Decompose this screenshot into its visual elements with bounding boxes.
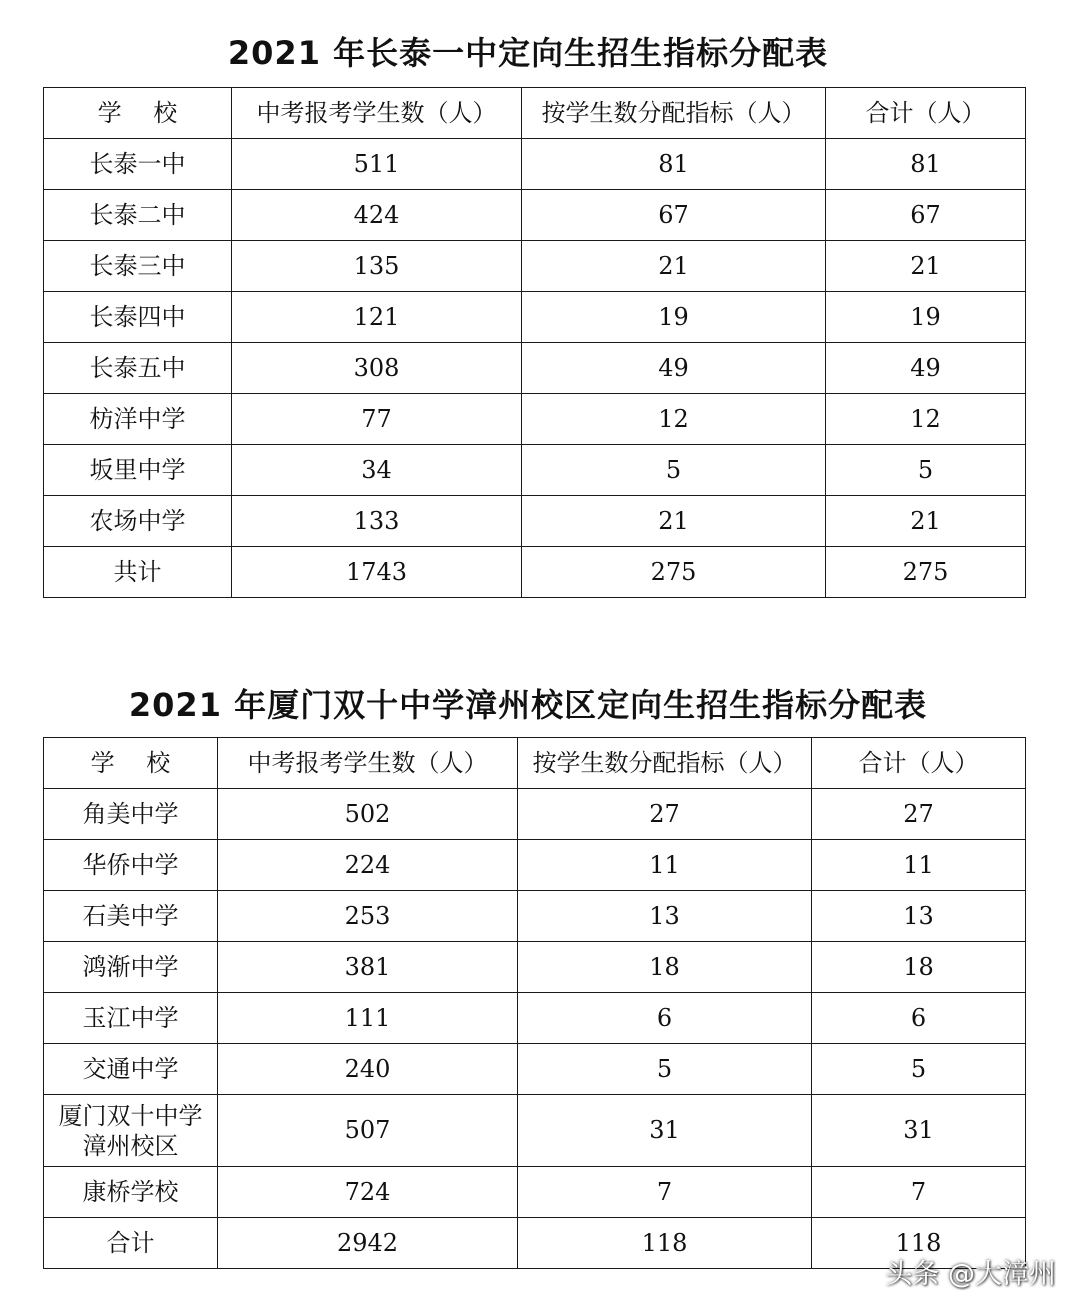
- cell-applicants: 34: [232, 445, 522, 496]
- cell-applicants: 502: [218, 789, 518, 840]
- cell-quota: 6: [518, 993, 812, 1044]
- cell-quota: 49: [522, 343, 826, 394]
- cell-school: 长泰四中: [44, 292, 232, 343]
- cell-total: 12: [826, 394, 1026, 445]
- cell-quota: 19: [522, 292, 826, 343]
- cell-school: 交通中学: [44, 1044, 218, 1095]
- cell-applicants: 424: [232, 190, 522, 241]
- cell-total-sum: 275: [826, 547, 1026, 598]
- cell-quota: 81: [522, 139, 826, 190]
- cell-total: 5: [812, 1044, 1026, 1095]
- header-total: 合计（人）: [826, 88, 1026, 139]
- cell-school: 康桥学校: [44, 1167, 218, 1218]
- cell-applicants: 135: [232, 241, 522, 292]
- cell-quota: 31: [518, 1095, 812, 1167]
- header-applicants: 中考报考学生数（人）: [232, 88, 522, 139]
- cell-applicants: 511: [232, 139, 522, 190]
- table-header-row: [44, 88, 1026, 139]
- cell-quota: 5: [522, 445, 826, 496]
- cell-quota: 21: [522, 496, 826, 547]
- cell-applicants: 111: [218, 993, 518, 1044]
- table-row: [44, 241, 1026, 292]
- cell-school: 长泰一中: [44, 139, 232, 190]
- cell-applicants-sum: 1743: [232, 547, 522, 598]
- table-row: [44, 445, 1026, 496]
- table-row: [44, 840, 1026, 891]
- table-row: [44, 343, 1026, 394]
- table-row: [44, 394, 1026, 445]
- table-row: [44, 190, 1026, 241]
- watermark: 头条 @大漳州: [885, 1259, 1056, 1290]
- table-row: [44, 993, 1026, 1044]
- cell-school: 长泰二中: [44, 190, 232, 241]
- cell-quota: 67: [522, 190, 826, 241]
- header-applicants: 中考报考学生数（人）: [218, 738, 518, 789]
- cell-school: 枋洋中学: [44, 394, 232, 445]
- cell-total: 5: [826, 445, 1026, 496]
- cell-total-label: 合计: [44, 1218, 218, 1269]
- cell-total-label: 共计: [44, 547, 232, 598]
- header-total: 合计（人）: [812, 738, 1026, 789]
- cell-school: 厦门双十中学漳州校区: [44, 1095, 218, 1167]
- cell-school: 角美中学: [44, 789, 218, 840]
- cell-school: 长泰五中: [44, 343, 232, 394]
- header-quota: 按学生数分配指标（人）: [518, 738, 812, 789]
- cell-total: 81: [826, 139, 1026, 190]
- cell-applicants: 224: [218, 840, 518, 891]
- table-header-row: [44, 738, 1026, 789]
- cell-applicants: 308: [232, 343, 522, 394]
- table-row: [44, 496, 1026, 547]
- table1-title: 2021 年长泰一中定向生招生指标分配表: [227, 34, 829, 72]
- cell-applicants: 133: [232, 496, 522, 547]
- table-total-row: [44, 1218, 1026, 1269]
- table-row: [44, 292, 1026, 343]
- cell-quota: 7: [518, 1167, 812, 1218]
- cell-school: 玉江中学: [44, 993, 218, 1044]
- cell-quota: 27: [518, 789, 812, 840]
- cell-quota: 11: [518, 840, 812, 891]
- cell-total: 21: [826, 241, 1026, 292]
- cell-school: 华侨中学: [44, 840, 218, 891]
- header-school: 学 校: [44, 738, 218, 789]
- cell-applicants: 77: [232, 394, 522, 445]
- table-row: [44, 139, 1026, 190]
- cell-applicants: 121: [232, 292, 522, 343]
- cell-quota: 5: [518, 1044, 812, 1095]
- cell-quota: 18: [518, 942, 812, 993]
- header-school: 学 校: [44, 88, 232, 139]
- cell-quota-sum: 118: [518, 1218, 812, 1269]
- table-row: [44, 1095, 1026, 1167]
- cell-school: 鸿渐中学: [44, 942, 218, 993]
- cell-applicants: 724: [218, 1167, 518, 1218]
- cell-applicants: 240: [218, 1044, 518, 1095]
- table-row: [44, 1044, 1026, 1095]
- table-row: [44, 1167, 1026, 1218]
- cell-total: 13: [812, 891, 1026, 942]
- allocation-table-shuangshi: [43, 737, 1026, 1269]
- cell-total: 27: [812, 789, 1026, 840]
- cell-quota: 13: [518, 891, 812, 942]
- cell-total: 31: [812, 1095, 1026, 1167]
- cell-total: 49: [826, 343, 1026, 394]
- cell-total-sum: 118: [812, 1218, 1026, 1269]
- cell-quota: 12: [522, 394, 826, 445]
- cell-quota-sum: 275: [522, 547, 826, 598]
- cell-total: 11: [812, 840, 1026, 891]
- cell-total: 6: [812, 993, 1026, 1044]
- table-total-row: [44, 547, 1026, 598]
- allocation-table-changtai: [43, 87, 1026, 598]
- cell-school: 石美中学: [44, 891, 218, 942]
- cell-applicants: 507: [218, 1095, 518, 1167]
- table-row: [44, 789, 1026, 840]
- cell-applicants: 381: [218, 942, 518, 993]
- table2-title: 2021 年厦门双十中学漳州校区定向生招生指标分配表: [128, 686, 928, 724]
- cell-total: 21: [826, 496, 1026, 547]
- cell-applicants-sum: 2942: [218, 1218, 518, 1269]
- cell-total: 7: [812, 1167, 1026, 1218]
- cell-school: 农场中学: [44, 496, 232, 547]
- cell-applicants: 253: [218, 891, 518, 942]
- table-row: [44, 891, 1026, 942]
- cell-total: 19: [826, 292, 1026, 343]
- cell-school: 坂里中学: [44, 445, 232, 496]
- cell-quota: 21: [522, 241, 826, 292]
- cell-total: 67: [826, 190, 1026, 241]
- header-quota: 按学生数分配指标（人）: [522, 88, 826, 139]
- cell-school: 长泰三中: [44, 241, 232, 292]
- cell-total: 18: [812, 942, 1026, 993]
- table-row: [44, 942, 1026, 993]
